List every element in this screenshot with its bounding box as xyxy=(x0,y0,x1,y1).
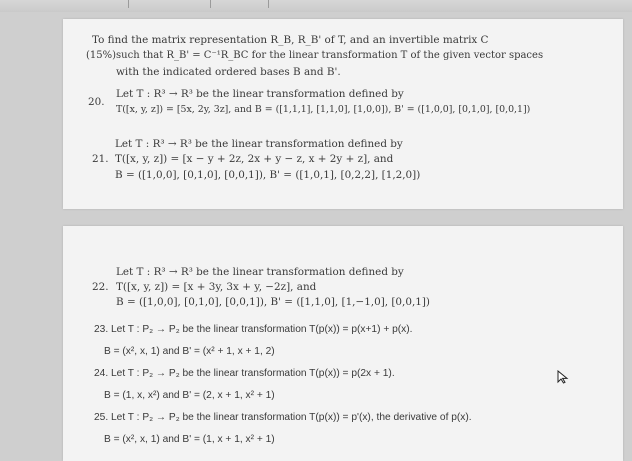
top-page-edge xyxy=(0,0,632,12)
edge-mark xyxy=(268,0,269,8)
edge-mark xyxy=(210,0,211,8)
problem-23-line-2: B = (x², x, 1) and B' = (x² + 1, x + 1, 2) xyxy=(104,346,275,357)
edge-mark xyxy=(128,0,129,8)
problem-22-number: 22. xyxy=(92,281,109,293)
document-page-2 xyxy=(63,226,623,461)
problem-20-number: 20. xyxy=(88,96,105,108)
problem-20-line-2: T([x, y, z]) = [5x, 2y, 3z], and B = ([1,1,1], [1,1,0], [1,0,0]), B' = ([1,0,0], [0,1,0], [0,0,1]) xyxy=(116,104,531,115)
problem-25-line-1: 25. Let T : P₂ → P₂ be the linear transformation T(p(x)) = p'(x), the derivative of p(x). xyxy=(94,412,472,423)
problem-21-number: 21. xyxy=(92,153,109,165)
problem-22-line-3: B = ([1,0,0], [0,1,0], [0,0,1]), B' = ([1,1,0], [1,−1,0], [0,0,1]) xyxy=(116,296,430,308)
intro-line-3: with the indicated ordered bases B and B'. xyxy=(116,66,341,78)
problem-21-line-3: B = ([1,0,0], [0,1,0], [0,0,1]), B' = ([1,0,1], [0,2,2], [1,2,0]) xyxy=(115,169,421,181)
problem-24-line-1: 24. Let T : P₂ → P₂ be the linear transformation T(p(x)) = p(2x + 1). xyxy=(94,368,395,379)
mouse-cursor-icon xyxy=(557,370,569,384)
problem-21-line-1: Let T : R³ → R³ be the linear transformation defined by xyxy=(115,138,403,150)
problem-25-line-2: B = (x², x, 1) and B' = (1, x + 1, x² + 1) xyxy=(104,434,275,445)
problem-20-line-1: Let T : R³ → R³ be the linear transformation defined by xyxy=(116,88,404,100)
problem-21-line-2: T([x, y, z]) = [x − y + 2z, 2x + y − z, x + 2y + z], and xyxy=(115,153,394,165)
problem-22-line-2: T([x, y, z]) = [x + 3y, 3x + y, −2z], and xyxy=(116,281,317,293)
problem-22-line-1: Let T : R³ → R³ be the linear transformation defined by xyxy=(116,266,404,278)
problem-24-line-2: B = (1, x, x²) and B' = (2, x + 1, x² + 1) xyxy=(104,390,275,401)
intro-line-2: (15%)such that R_B' = C⁻¹R_BC for the linear transformation T of the given vector spaces xyxy=(86,50,544,61)
problem-23-line-1: 23. Let T : P₂ → P₂ be the linear transformation T(p(x)) = p(x+1) + p(x). xyxy=(94,324,413,335)
intro-line-1: To find the matrix representation R_B, R_B' of T, and an invertible matrix C xyxy=(92,34,489,46)
